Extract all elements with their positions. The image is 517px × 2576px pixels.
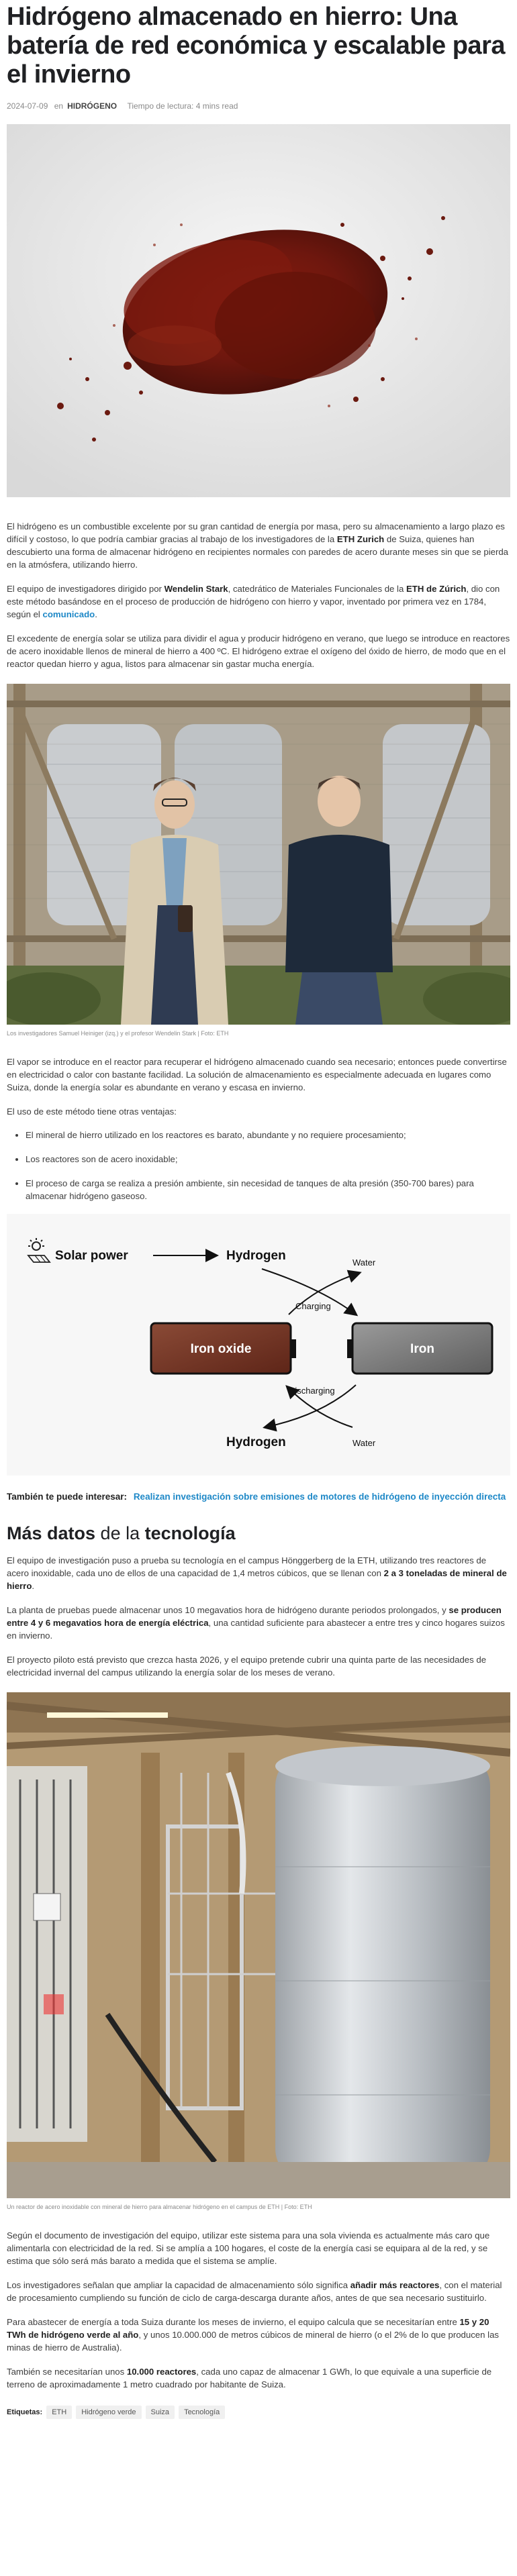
charging-diagram <box>7 1214 510 1476</box>
paragraph-vapor: El vapor se introduce en el reactor para recuperar el hidrógeno almacenado cuando sea necesario; entonces puede convertirse en electricidad o calor con bastante facilidad. La solución de almacenamiento es especialmente adecuada en lugares como Suiza, donde la energía solar es abundante en verano y escasa en invierno. <box>7 1057 507 1092</box>
article-meta <box>7 101 510 111</box>
category-link[interactable]: HIDRÓGENO <box>67 101 117 111</box>
paragraph-pilot: El proyecto piloto está previsto que crezca hasta 2026, y el equipo pretende cubrir una quinta parte de las necesidades de electricidad invernal del campus utilizando la energía solar de los meses de verano. <box>7 1655 487 1678</box>
hero-image-iron-powder <box>7 124 510 497</box>
reading-time: Tiempo de lectura: 4 mins read <box>127 101 238 111</box>
reactor-illustration <box>7 1692 510 2198</box>
section-title-more-data: Más datos de la tecnología <box>7 1523 236 1543</box>
article-date: 2024-07-09 <box>7 101 48 111</box>
paragraph-capacity: La planta de pruebas puede almacenar unos 10 megavatios hora de hidrógeno durante periodos prolongados, y se producen entre 4 y 6 megavatios hora de energía eléctrica, una cantidad suficiente para abastecer a entre tres y cinco hogares suizos en invierno. <box>7 1605 505 1641</box>
label-water-top: Water <box>352 1257 376 1268</box>
label-solar-power: Solar power <box>55 1249 128 1263</box>
label-iron: Iron <box>410 1342 434 1356</box>
tag-hidrogeno-verde[interactable]: Hidrógeno verde <box>76 2406 141 2419</box>
see-also-link[interactable]: Realizan investigación sobre emisiones de motores de hidrógeno de inyección directa <box>133 1492 506 1502</box>
caption-researchers: Los investigadores Samuel Heiniger (izq.) y el profesor Wendelin Stark | Foto: ETH <box>7 1030 229 1037</box>
reactor-photo <box>7 1692 510 2198</box>
paragraph-intro: El hidrógeno es un combustible excelente por su gran cantidad de energía por masa, pero su almacenamiento a largo plazo es difícil y costoso, lo que podría cambiar gracias al trabajo de los investigadores de la ETH Zurich de Suiza, quienes han descubierto una forma de almacenar hidrógeno en recipientes normales con paredes de acero durante meses sin que se pierda en la atmósfera, utilizando hierro. <box>7 521 509 570</box>
sun-icon <box>28 1238 50 1262</box>
advantages-list <box>7 1129 510 1202</box>
charging-diagram-svg <box>7 1214 510 1476</box>
meta-in-label: en <box>54 101 64 111</box>
researchers-photo <box>7 684 510 1025</box>
researchers-illustration <box>7 684 510 1025</box>
list-item: • Los reactores son de acero inoxidable; <box>26 1153 510 1166</box>
tag-eth[interactable]: ETH <box>46 2406 72 2419</box>
label-discharging: Discharging <box>289 1386 335 1396</box>
press-release-link[interactable]: comunicado <box>42 609 95 619</box>
tags-label: Etiquetas: <box>7 2408 43 2416</box>
label-hydrogen-bottom: Hydrogen <box>226 1435 286 1449</box>
iron-powder-illustration <box>7 124 510 497</box>
paragraph-advantages-intro: El uso de este método tiene otras ventajas: <box>7 1106 177 1117</box>
tags-bar <box>7 2406 510 2419</box>
paragraph-reactors: También se necesitarían unos 10.000 reactores, cada uno capaz de almacenar 1 GWh, lo que equivale a una superficie de terreno de aproximadamente 1 metro cuadrado por habitante de Suiza. <box>7 2367 492 2389</box>
list-item: • El proceso de carga se realiza a presión ambiente, sin necesidad de tanques de alta presión (350-700 bares) para almacenar hidrógeno gaseoso. <box>26 1177 510 1202</box>
label-iron-oxide: Iron oxide <box>190 1342 252 1356</box>
paragraph-test: El equipo de investigación puso a prueba su tecnología en el campus Hönggerberg de la ETH, utilizando tres reactores de acero inoxidable, cada uno de ellos de una capacidad de 1,4 metros cúbicos, que se llenan con 2 a 3 toneladas de mineral de hierro. <box>7 1555 507 1591</box>
label-hydrogen-top: Hydrogen <box>226 1249 286 1263</box>
paragraph-switzerland: Para abastecer de energía a toda Suiza durante los meses de invierno, el equipo calcula que se necesitarían entre 15 y 20 TWh de hidrógeno verde al año, y unos 10.000.000 de metros cúbicos de mineral de hierro (o el 2% de lo que producen las minas de hierro de Australia). <box>7 2317 499 2353</box>
paragraph-costs: Según el documento de investigación del equipo, utilizar este sistema para una sola vivienda es actualmente más caro que alimentarla con electricidad de la red. Si se amplía a 100 hogares, el coste de la energía casi se equipara al de la red, y se estima que sólo será más barato a medida que el sistema se amplíe. <box>7 2230 490 2266</box>
tag-suiza[interactable]: Suiza <box>146 2406 175 2419</box>
caption-reactor: Un reactor de acero inoxidable con mineral de hierro para almacenar hidrógeno en el campus de ETH | Foto: ETH <box>7 2204 312 2210</box>
list-item: • El mineral de hierro utilizado en los reactores es barato, abundante y no requiere procesamiento; <box>26 1129 510 1141</box>
paragraph-scaling: Los investigadores señalan que ampliar la capacidad de almacenamiento sólo significa añadir más reactores, con el material de procesamiento cumpliendo su función de ciclo de carga-descarga durante años, antes de que sea necesario sustituirlo. <box>7 2280 502 2303</box>
tag-tecnologia[interactable]: Tecnología <box>179 2406 225 2419</box>
see-also: También te puede interesar: Realizan investigación sobre emisiones de motores de hidrógeno de inyección directa <box>7 1492 506 1502</box>
paragraph-team: El equipo de investigadores dirigido por Wendelin Stark, catedrático de Materiales Funcionales de la ETH de Zúrich, dio con este método basándose en el proceso de producción de hidrógeno con hierro y vapor, inventado por primera vez en 1784, según el comunicado. <box>7 584 500 619</box>
paragraph-process: El excedente de energía solar se utiliza para dividir el agua y producir hidrógeno en verano, que luego se introduce en reactores de acero inoxidable llenos de mineral de hierro a 400 ºC. El hidrógeno extrae el oxígeno del óxido de hierro, de modo que en el reactor quedan hierro y agua, listos para almacenar sin gastar mucha energía. <box>7 633 510 669</box>
article-title: Hidrógeno almacenado en hierro: Una batería de red económica y escalable para el invierno <box>7 3 505 89</box>
label-water-bottom: Water <box>352 1438 376 1448</box>
label-charging: Charging <box>295 1301 331 1311</box>
article <box>7 0 510 2419</box>
